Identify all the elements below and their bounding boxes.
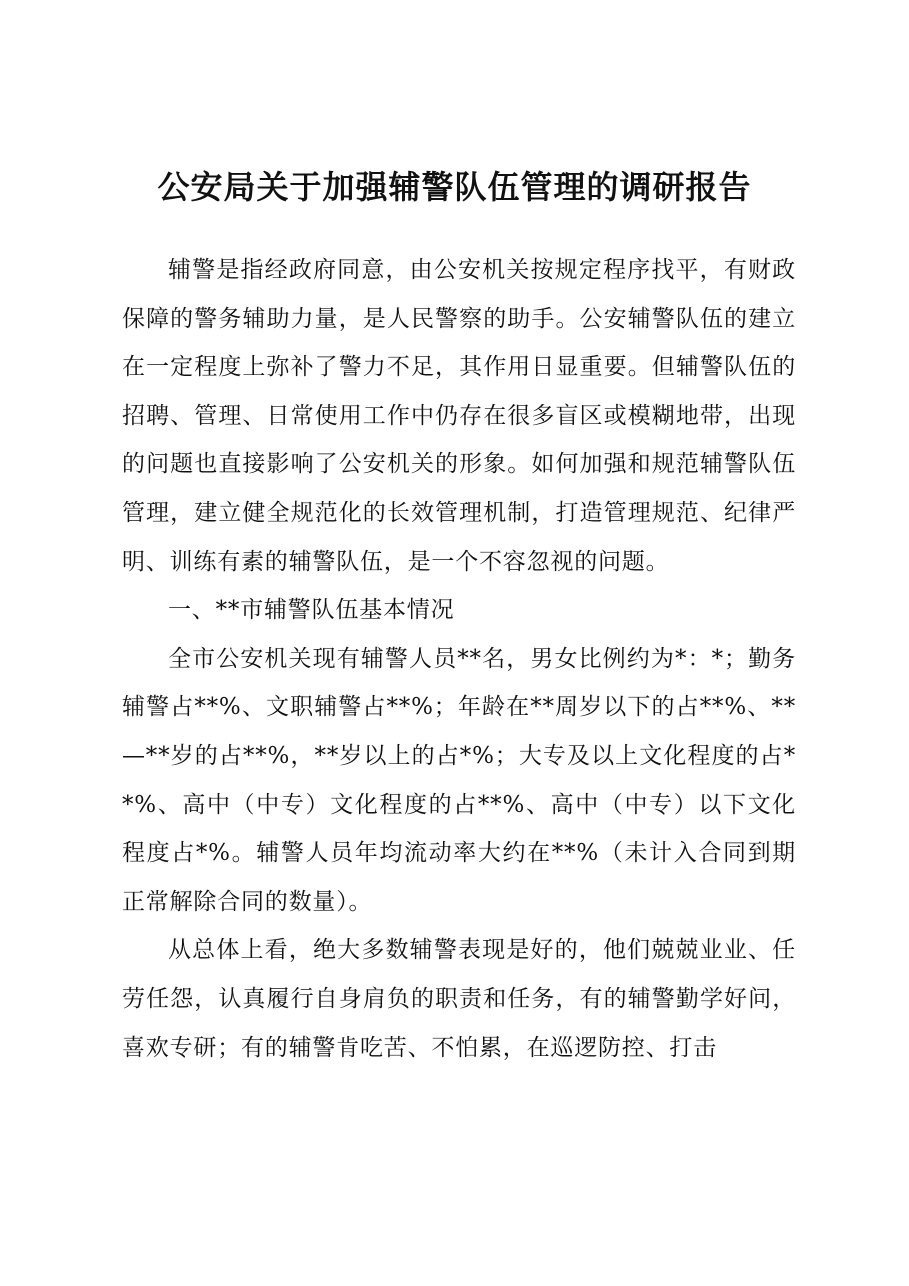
- document-title: 公安局关于加强辅警队伍管理的调研报告: [157, 168, 752, 206]
- paragraph-statistics: 全市公安机关现有辅警人员**名，男女比例约为*：*；勤务辅警占**%、文职辅警占**%；年龄在**周岁以下的占**%、**—**岁的占**%，**岁以上的占*%；大专及以上文化程度的占**%、高中（中专）文化程度的占**%、高中（中专）以下文化程度占*%。辅警人员年均流动率大约在**%（未计入合同到期正常解除合同的数量）。: [122, 645, 796, 915]
- section-heading-1: 一、**市辅警队伍基本情况: [168, 597, 455, 624]
- paragraph-overall-assessment: 从总体上看，绝大多数辅警表现是好的，他们兢兢业业、任劳任怨，认真履行自身肩负的职责和任务，有的辅警勤学好问，喜欢专研；有的辅警肯吃苦、不怕累，在巡逻防控、打击: [122, 937, 796, 1061]
- document-body: [122, 246, 796, 1072]
- paragraph-introduction: 辅警是指经政府同意，由公安机关按规定程序找平，有财政保障的警务辅助力量，是人民警察的助手。公安辅警队伍的建立在一定程度上弥补了警力不足，其作用日显重要。但辅警队伍的招聘、管理、日常使用工作中仍存在很多盲区或模糊地带，出现的问题也直接影响了公安机关的形象。如何加强和规范辅警队伍管理，建立健全规范化的长效管理机制，打造管理规范、纪律严明、训练有素的辅警队伍，是一个不容忽视的问题。: [122, 257, 796, 575]
